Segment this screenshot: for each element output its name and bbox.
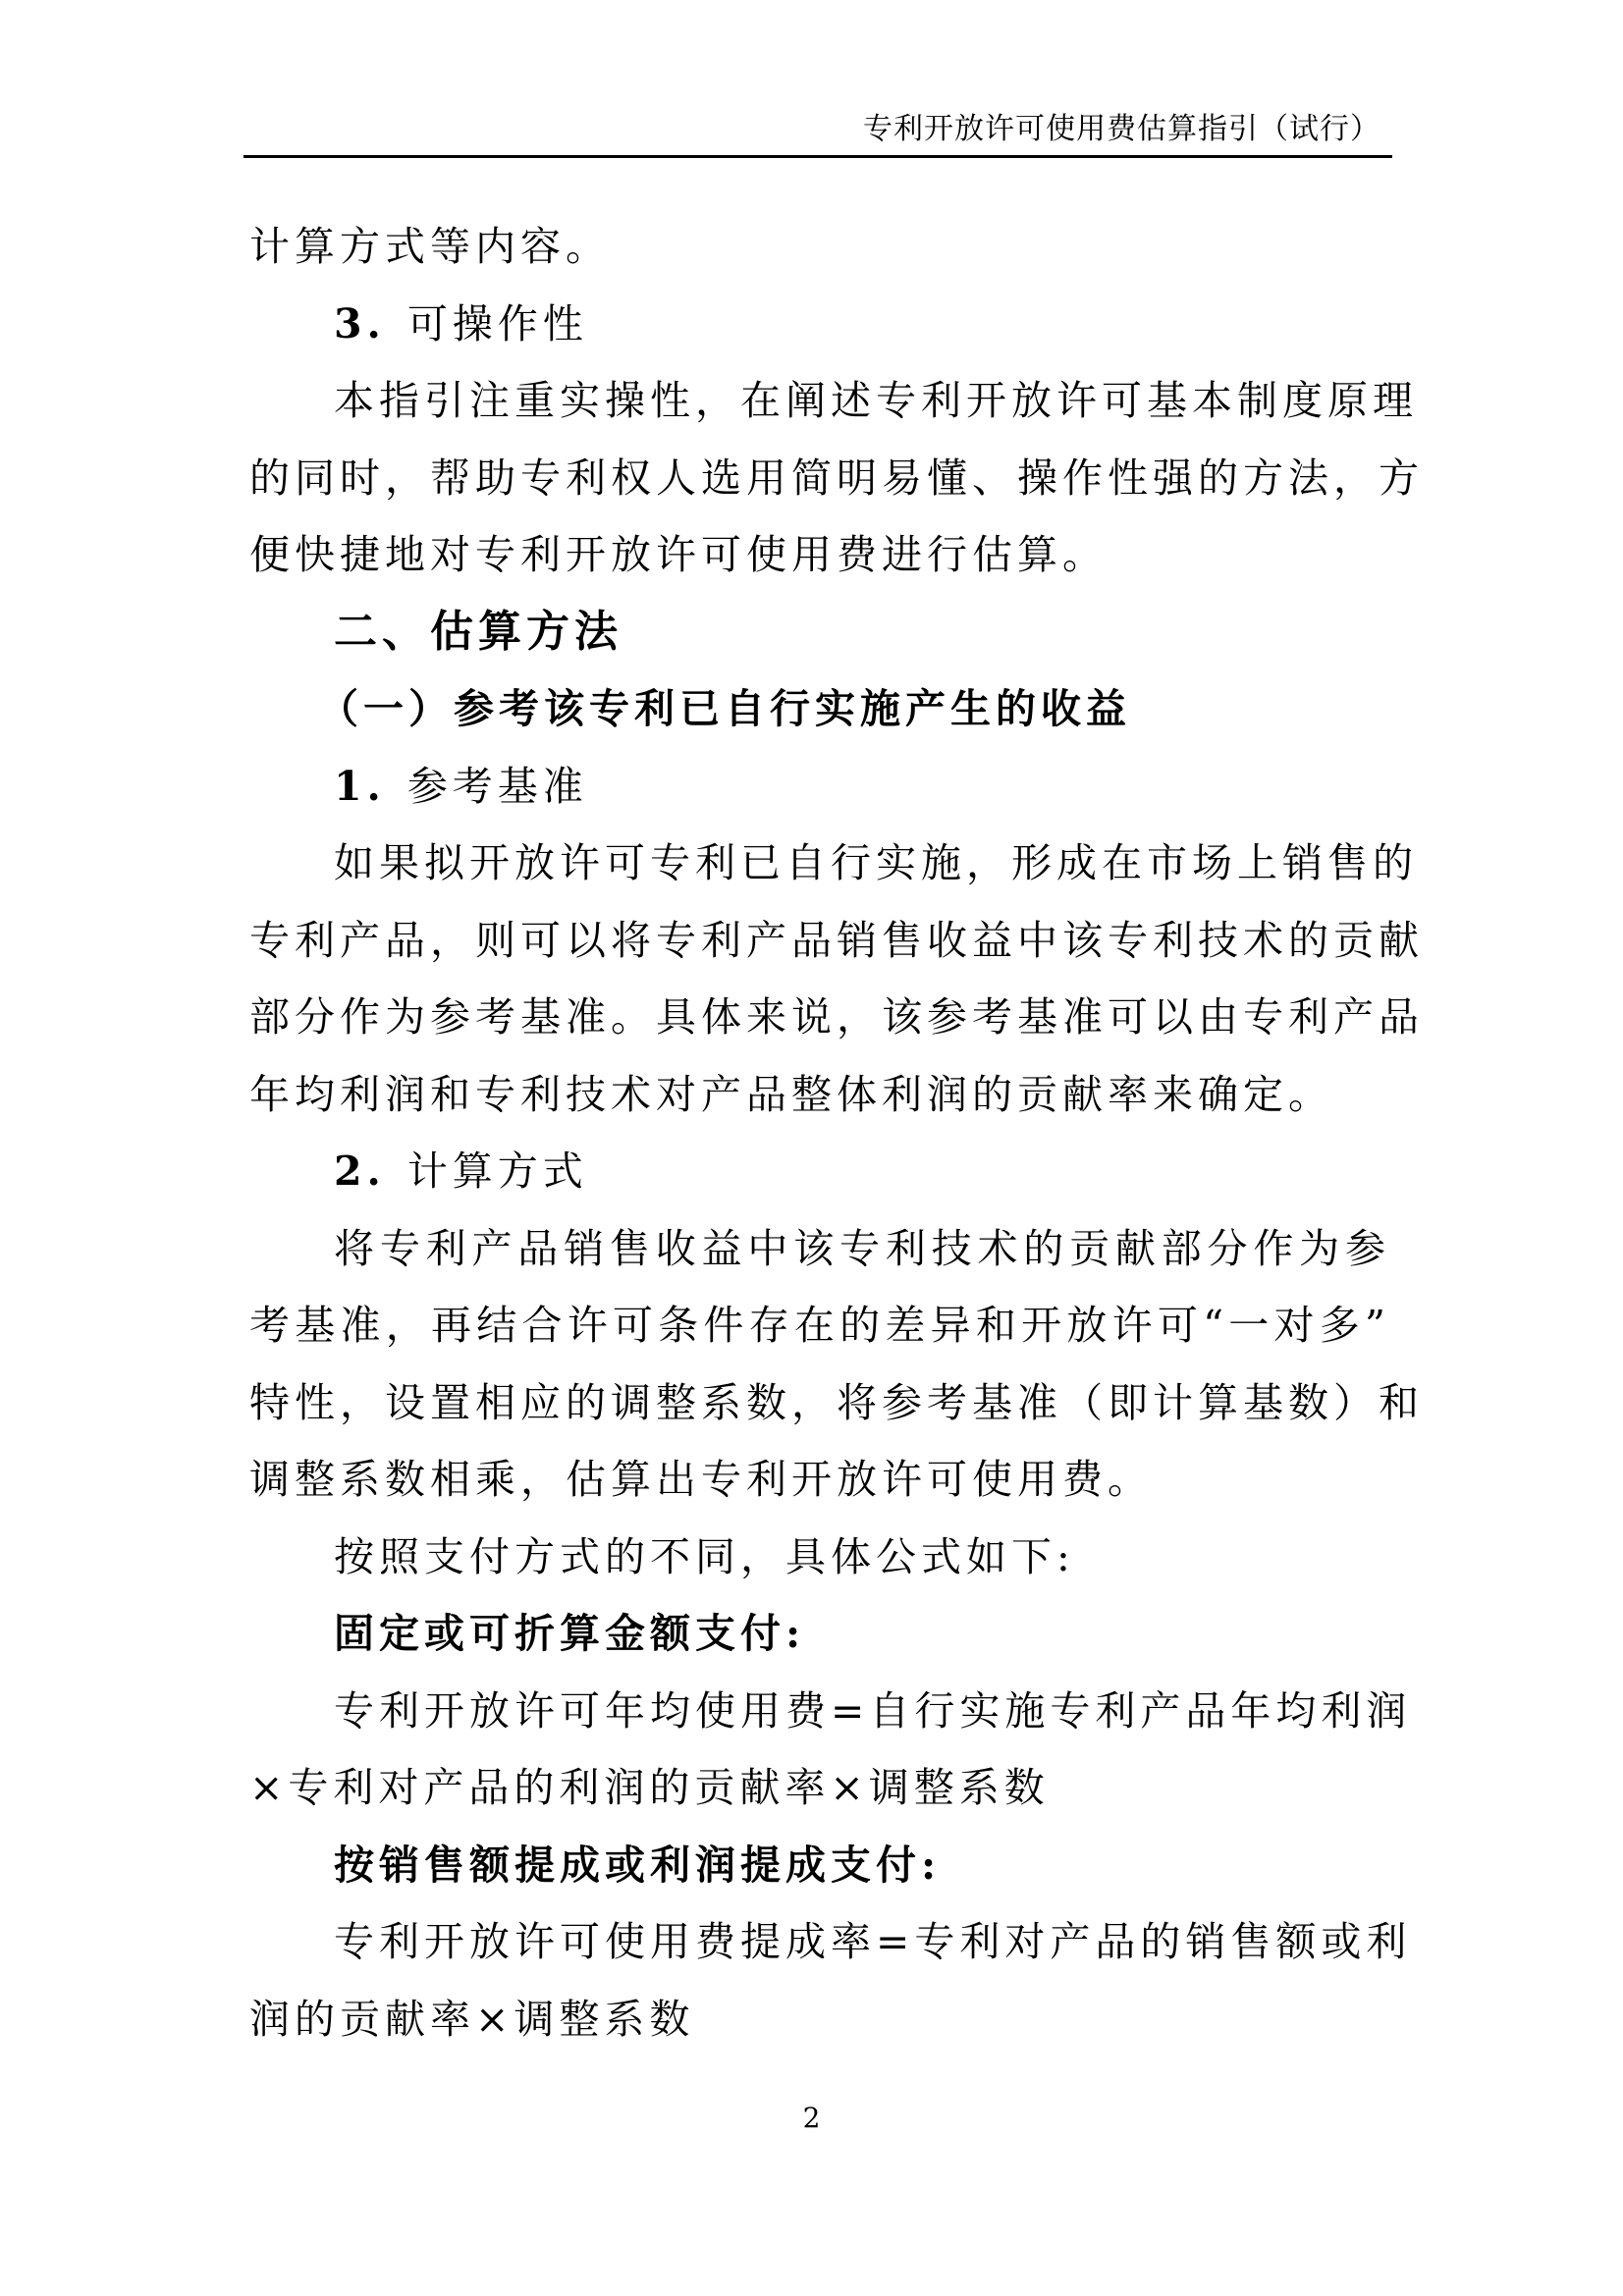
text-line: 调整系数相乘，估算出专利开放许可使用费。	[249, 1456, 1153, 1503]
text-line: 计算方式等内容。	[249, 223, 611, 270]
line-text: 的同时，帮助专利权人选用简明易懂、操作性强的方法，方	[249, 454, 1424, 502]
line-text: 本指引注重实操性，在阐述专利开放许可基本制度原理	[334, 377, 1418, 424]
line-text: 如果拟开放许可专利已自行实施，形成在市场上销售的	[334, 839, 1418, 886]
formula-line	[249, 1903, 1412, 1981]
section-2-heading	[249, 1133, 1390, 1210]
formula-line: 润的贡献率×调整系数	[249, 1995, 695, 2043]
section-number: 1.	[334, 762, 386, 810]
section-1-heading	[249, 748, 1390, 826]
section-3-heading	[249, 286, 1390, 363]
formula-heading-fixed: 固定或可折算金额支付:	[334, 1610, 806, 1657]
section-title: 参考基准	[406, 762, 588, 810]
header-rule	[243, 155, 1392, 158]
text-line	[249, 440, 1424, 517]
text-line	[249, 902, 1424, 980]
line-text: 将专利产品销售收益中该专利技术的贡献部分作为参	[334, 1224, 1390, 1272]
subsection-heading: （一）参考该专利已自行实施产生的收益	[318, 685, 1131, 732]
line-text: 考基准，再结合许可条件存在的差异和开放许可“一对多”	[249, 1302, 1390, 1349]
section-title: 计算方式	[406, 1148, 588, 1195]
page-body	[249, 208, 1424, 2057]
text-line: 按照支付方式的不同，具体公式如下:	[334, 1532, 1075, 1580]
line-text: 特性，设置相应的调整系数，将参考基准（即计算基数）和	[249, 1378, 1424, 1426]
formula-line: ×专利对产品的利润的贡献率×调整系数	[249, 1764, 1050, 1811]
text-line	[249, 825, 1418, 902]
header-title: 专利开放许可使用费估算指引（试行）	[863, 112, 1380, 146]
running-header	[243, 110, 1392, 149]
section-heading-estimation-methods: 二、估算方法	[334, 606, 622, 657]
text-line: 便快捷地对专利开放许可使用费进行估算。	[249, 531, 1108, 578]
text-line	[249, 979, 1424, 1056]
section-number: 2.	[334, 1148, 386, 1195]
section-number: 3.	[334, 299, 386, 347]
text-line	[249, 362, 1418, 440]
line-text: 部分作为参考基准。具体来说，该参考基准可以由专利产品	[249, 993, 1424, 1041]
line-text: 专利开放许可年均使用费=自行实施专利产品年均利润	[334, 1686, 1412, 1735]
text-line	[249, 1364, 1424, 1442]
formula-heading-royalty: 按销售额提成或利润提成支付:	[334, 1841, 942, 1889]
text-line: 年均利润和专利技术对产品整体利润的贡献率来确定。	[249, 1070, 1333, 1118]
text-line	[249, 1287, 1390, 1364]
section-title: 可操作性	[406, 299, 588, 347]
line-text: 专利产品，则可以将专利产品销售收益中该专利技术的贡献	[249, 916, 1424, 964]
page-number: 2	[802, 2102, 821, 2134]
text-line	[249, 1210, 1390, 1288]
line-text: 专利开放许可使用费提成率=专利对产品的销售额或利	[334, 1918, 1412, 1965]
formula-line	[249, 1673, 1412, 1750]
